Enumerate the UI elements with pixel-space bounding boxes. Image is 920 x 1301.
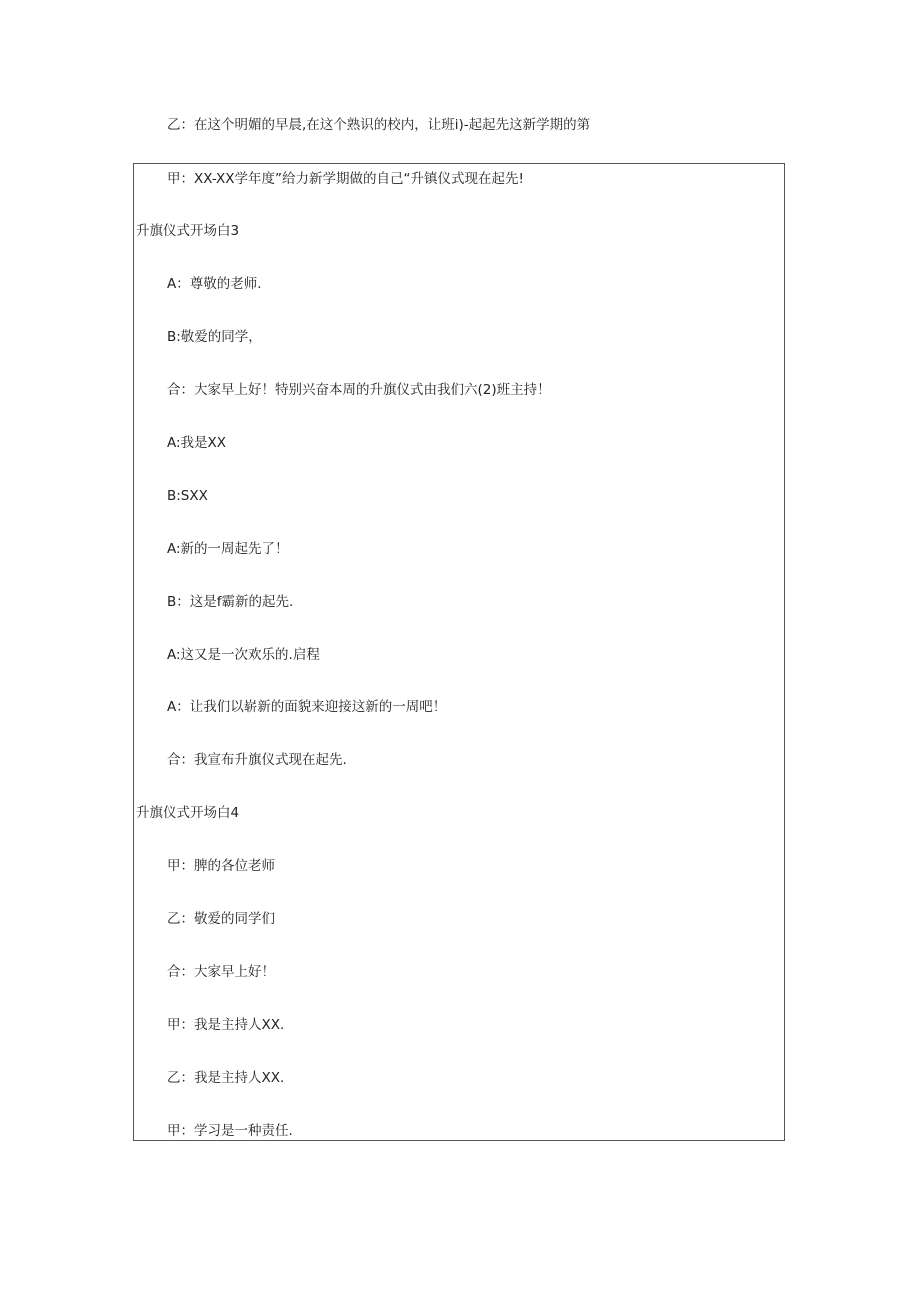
line-17: 甲：学习是一种责任.: [167, 1123, 293, 1139]
line-16: 乙：我是主持人XX.: [167, 1070, 285, 1086]
intro-line: 乙：在这个明媚的早晨,在这个熟识的校内，让班i)-起起先这新学期的第: [167, 117, 591, 133]
line-11: 合：我宣布升旗仪式现在起先.: [167, 752, 347, 768]
line-14: 合：大家早上好！: [167, 964, 275, 980]
line-13: 乙：敬爱的同学们: [167, 911, 275, 927]
line-1: 甲：XX-XX学年度”给力新学期做的自己“升镇仪式现在起先!: [167, 171, 524, 187]
line-15: 甲：我是主持人XX.: [167, 1017, 285, 1033]
line-7: A:新的一周起先了！: [167, 541, 289, 557]
line-2: A：尊敬的老师.: [167, 276, 262, 292]
section-heading-4: 升旗仪式开场白4: [136, 805, 240, 821]
line-9: A:这又是一次欢乐的.启程: [167, 647, 320, 663]
line-8: B：这是f霸新的起先.: [167, 594, 294, 610]
section-heading-3: 升旗仪式开场白3: [136, 223, 240, 239]
line-12: 甲：脾的各位老师: [167, 858, 275, 874]
line-6: B:SXX: [167, 488, 208, 504]
line-10: A：让我们以崭新的面貌来迎接这新的一周吧！: [167, 699, 447, 715]
line-4: 合：大家早上好！特别兴奋本周的升旗仪式由我们六(2)班主持！: [167, 382, 551, 398]
line-3: B:敬爱的同学，: [167, 329, 262, 345]
line-5: A:我是XX: [167, 435, 227, 451]
